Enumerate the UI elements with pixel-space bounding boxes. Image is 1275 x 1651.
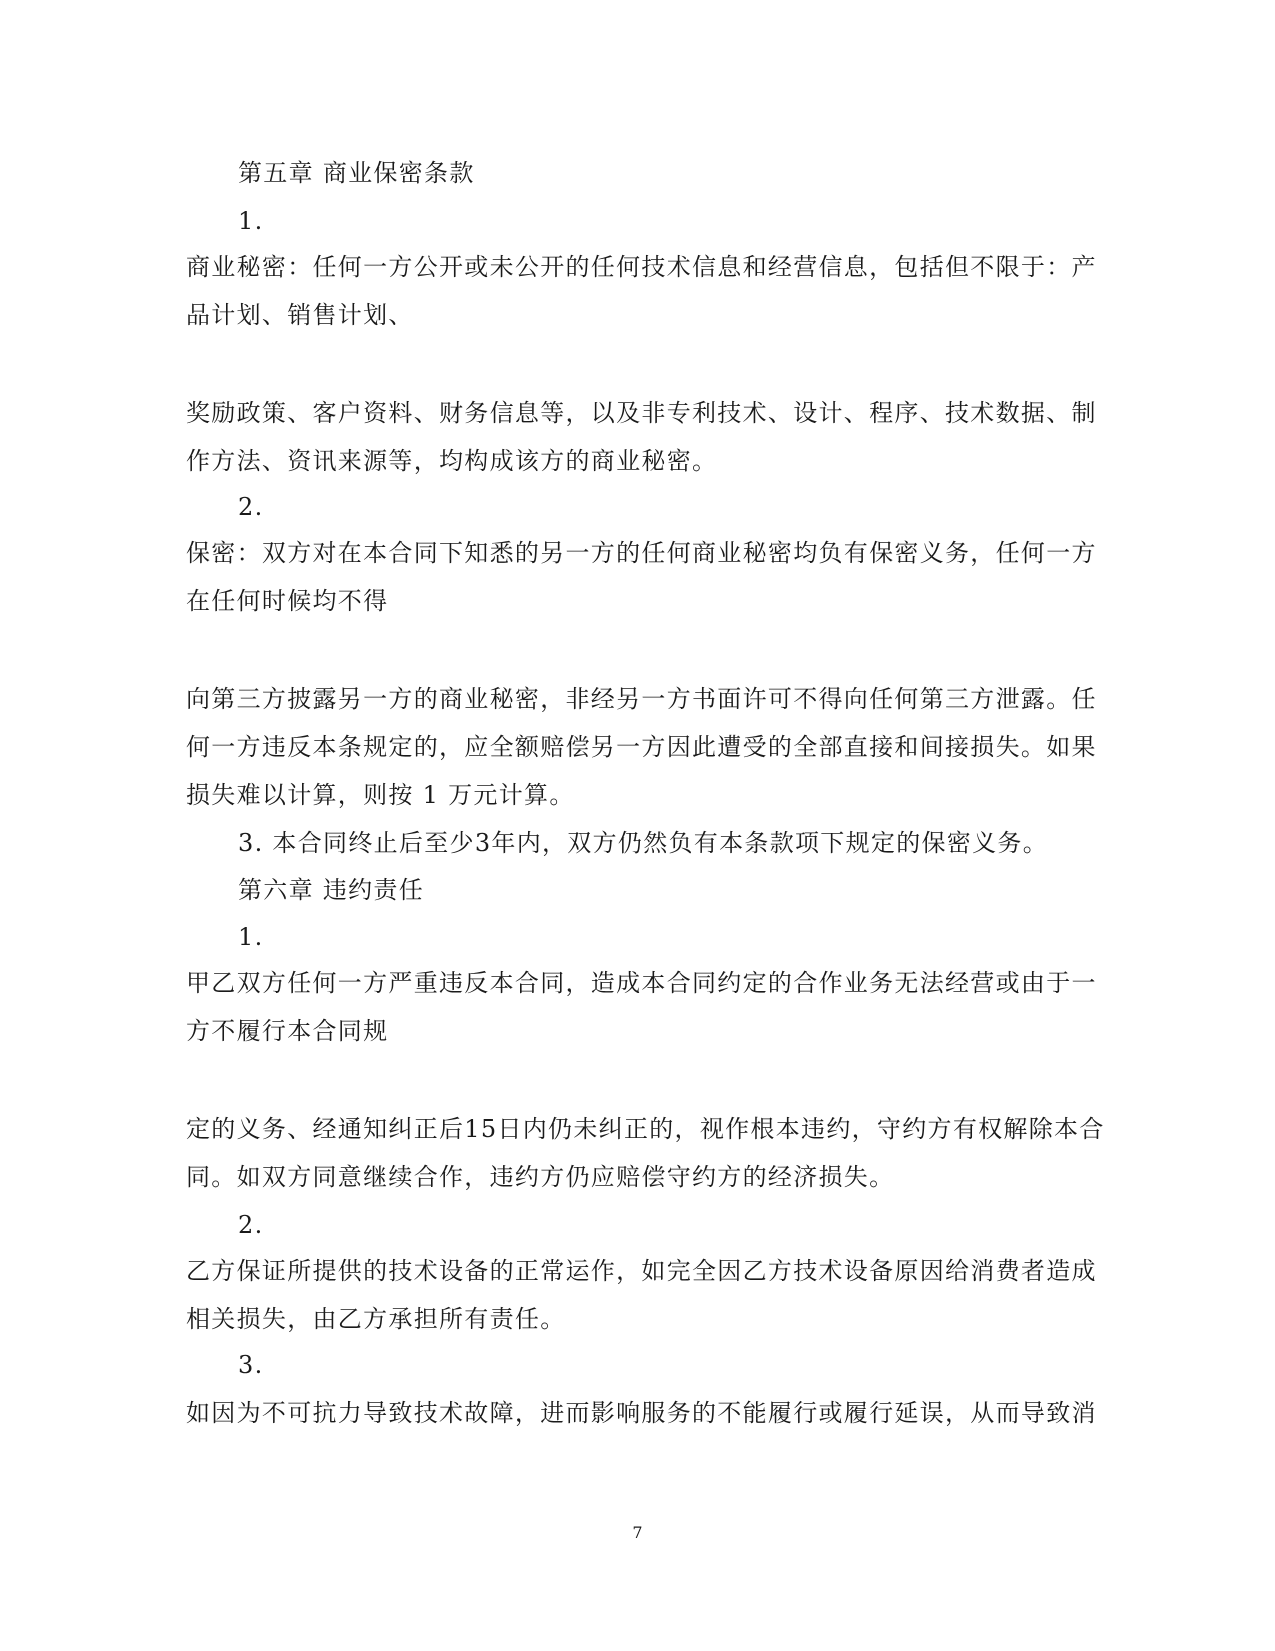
paragraph-line: 定的义务、经通知纠正后15日内仍未纠正的，视作根本违约，守约方有权解除本合 (186, 1115, 1105, 1143)
chapter-5-heading: 第五章 商业保密条款 (238, 159, 475, 187)
paragraph-line: 甲乙双方任何一方严重违反本合同，造成本合同约定的合作业务无法经营或由于一 (186, 969, 1097, 997)
paragraph-line: 同。如双方同意继续合作，违约方仍应赔偿守约方的经济损失。 (186, 1163, 895, 1191)
paragraph-line: 作方法、资讯来源等，均构成该方的商业秘密。 (186, 447, 718, 475)
paragraph-line: 奖励政策、客户资料、财务信息等，以及非专利技术、设计、程序、技术数据、制 (186, 399, 1097, 427)
clause-text: 3. 本合同终止后至少3年内，双方仍然负有本条款项下规定的保密义务。 (238, 829, 1048, 857)
paragraph-line: 保密：双方对在本合同下知悉的另一方的任何商业秘密均负有保密义务，任何一方 (186, 539, 1097, 567)
paragraph-line: 损失难以计算，则按 1 万元计算。 (186, 781, 575, 809)
clause-number: 2. (238, 1211, 264, 1239)
clause-number: 1. (238, 923, 264, 951)
chapter-6-heading: 第六章 违约责任 (238, 876, 425, 904)
paragraph-line: 相关损失，由乙方承担所有责任。 (186, 1305, 566, 1333)
paragraph-line: 商业秘密：任何一方公开或未公开的任何技术信息和经营信息，包括但不限于：产 (186, 253, 1097, 281)
paragraph-line: 何一方违反本条规定的，应全额赔偿另一方因此遭受的全部直接和间接损失。如果 (186, 733, 1097, 761)
clause-number: 1. (238, 207, 264, 235)
clause-number: 3. (238, 1351, 264, 1379)
paragraph-line: 向第三方披露另一方的商业秘密，非经另一方书面许可不得向任何第三方泄露。任 (186, 685, 1097, 713)
paragraph-line: 如因为不可抗力导致技术故障，进而影响服务的不能履行或履行延误，从而导致消 (186, 1399, 1097, 1427)
paragraph-line: 品计划、销售计划、 (186, 301, 414, 329)
page-number: 7 (632, 1523, 643, 1542)
paragraph-line: 方不履行本合同规 (186, 1017, 389, 1045)
clause-number: 2. (238, 493, 264, 521)
paragraph-line: 乙方保证所提供的技术设备的正常运作，如完全因乙方技术设备原因给消费者造成 (186, 1257, 1097, 1285)
paragraph-line: 在任何时候均不得 (186, 587, 389, 615)
